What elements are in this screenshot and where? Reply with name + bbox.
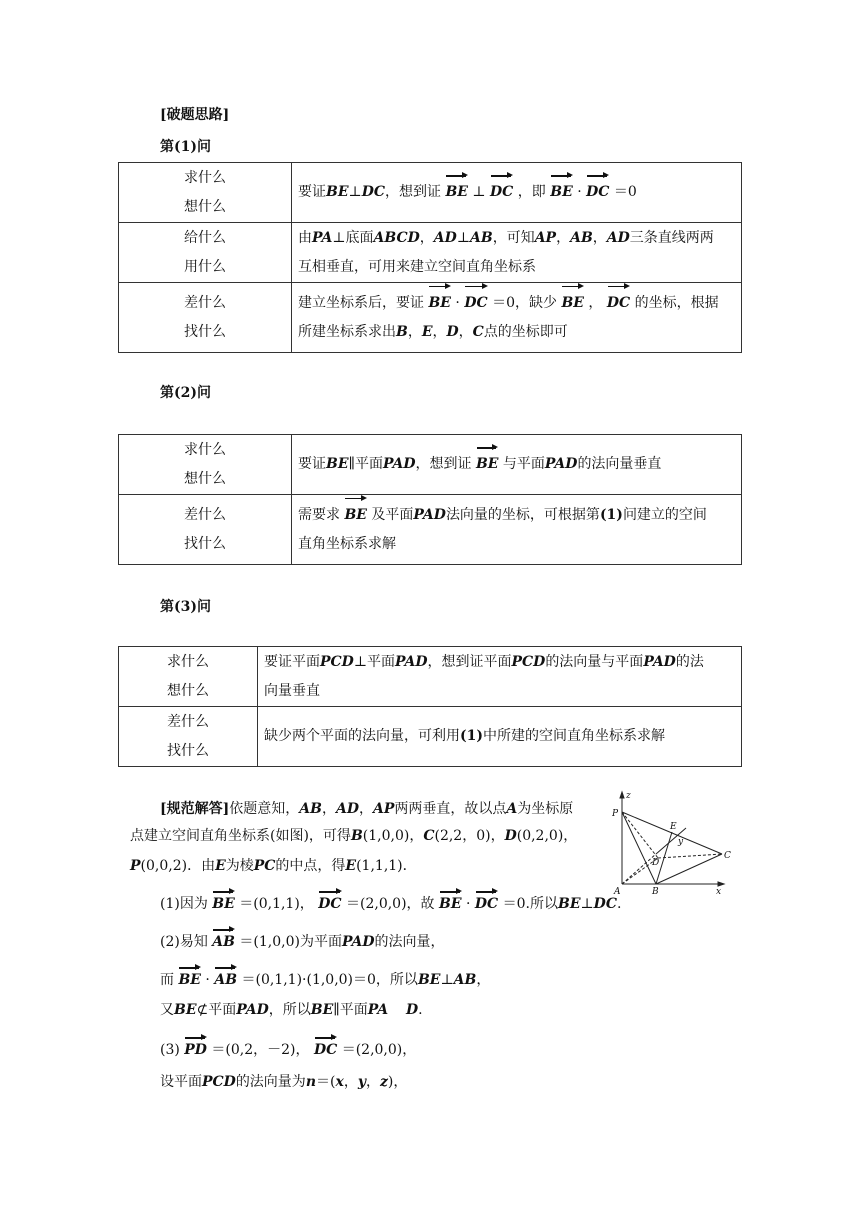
part1-label: 第(1)问 <box>160 139 211 155</box>
label-C: C <box>724 851 731 861</box>
table-row <box>119 435 742 495</box>
row-left-cell <box>119 495 292 565</box>
row-left-line: 求什么 <box>184 169 226 186</box>
row-left-cell <box>119 223 292 283</box>
part3-table <box>118 646 742 767</box>
row-left-cell <box>119 707 258 767</box>
row-left-cell <box>119 647 258 707</box>
part3-label: 第(3)问 <box>160 599 211 615</box>
table-row <box>119 163 742 223</box>
row-left-line: 差什么 <box>167 713 209 730</box>
row-left-line: 找什么 <box>167 742 209 759</box>
solution-step3b: 设平面PCD的法向量为n＝(x，y，z)， <box>160 1074 408 1090</box>
solution-label: [规范解答] <box>160 801 230 817</box>
x-arrow <box>718 882 724 886</box>
solution-intro: [规范解答]依题意知，AB，AD，AP两两垂直，故以点A为坐标原 <box>160 801 574 817</box>
part2-table <box>118 434 742 565</box>
row-right-cell: 要证BE∥平面PAD，想到证 BE 与平面PAD的法向量垂直 <box>292 435 742 495</box>
edge-DC <box>658 854 722 858</box>
solution-step1: (1)因为 BE ＝(0,1,1)， DC ＝(2,0,0)，故 BE · DC ＝0.所以BE⊥DC. <box>160 896 622 912</box>
row-left-line: 差什么 <box>184 294 226 311</box>
solution-step2b: 而 BE · AB ＝(0,1,1)·(1,0,0)＝0，所以BE⊥AB， <box>160 972 491 988</box>
row-right-cell: 缺少两个平面的法向量，可利用(1)中所建的空间直角坐标系求解 <box>258 707 742 767</box>
coordinate-figure <box>612 788 744 900</box>
section-title: [破题思路] <box>160 107 230 123</box>
row-left-line: 想什么 <box>184 198 226 215</box>
label-z: z <box>626 791 631 801</box>
label-A: A <box>614 887 621 897</box>
part2-label: 第(2)问 <box>160 385 211 401</box>
solution-intro-line2: 点建立空间直角坐标系(如图)，可得B(1,0,0)，C(2,2，0)，D(0,2,0)， <box>130 828 578 844</box>
row-left-cell <box>119 283 292 353</box>
row-left-line: 差什么 <box>184 506 226 523</box>
row-left-cell <box>119 435 292 495</box>
row-right-cell: 需要求 BE 及平面PAD法向量的坐标，可根据第(1)问建立的空间 直角坐标系求解 <box>292 495 742 565</box>
row-left-line: 用什么 <box>184 258 226 275</box>
solution-step3a: (3) PD ＝(0,2，－2)， DC ＝(2,0,0)， <box>160 1042 417 1058</box>
row-left-line: 给什么 <box>184 229 226 246</box>
table-row <box>119 707 742 767</box>
row-right-cell: 由PA⊥底面ABCD，AD⊥AB，可知AP，AB，AD三条直线两两 互相垂直，可用来建立空间直角坐标系 <box>292 223 742 283</box>
z-arrow <box>620 792 624 798</box>
table-row <box>119 647 742 707</box>
table-row <box>119 223 742 283</box>
row-left-line: 求什么 <box>184 441 226 458</box>
label-D: D <box>652 858 660 868</box>
row-right-cell: 要证BE⊥DC，想到证 BE ⊥ DC ，即 BE · DC ＝0 <box>292 163 742 223</box>
row-right-cell: 要证平面PCD⊥平面PAD，想到证平面PCD的法向量与平面PAD的法 向量垂直 <box>258 647 742 707</box>
edge-BC <box>656 854 722 884</box>
label-x: x <box>716 887 722 897</box>
row-left-line: 求什么 <box>167 653 209 670</box>
solution-intro-line3: P(0,0,2)．由E为棱PC的中点，得E(1,1,1)． <box>130 858 417 874</box>
label-B: B <box>652 887 659 897</box>
row-left-line: 想什么 <box>184 470 226 487</box>
row-left-line: 想什么 <box>167 682 209 699</box>
label-P: P <box>612 809 619 819</box>
table-row <box>119 495 742 565</box>
edge-PB <box>622 812 656 884</box>
row-left-line: 找什么 <box>184 535 226 552</box>
row-right-cell: 建立坐标系后，要证 BE · DC ＝0，缺少 BE ， DC 的坐标，根据 所建坐标系求出B，E，D，C点的坐标即可 <box>292 283 742 353</box>
table-row <box>119 283 742 353</box>
label-E: E <box>670 822 677 832</box>
label-y: y <box>678 837 684 847</box>
part1-table <box>118 162 742 353</box>
row-left-line: 找什么 <box>184 323 226 340</box>
y-axis-dashed <box>622 854 656 884</box>
row-left-cell <box>119 163 292 223</box>
solution-step2a: (2)易知 AB ＝(1,0,0)为平面PAD的法向量， <box>160 934 445 950</box>
solution-step2c: 又BE⊄平面PAD，所以BE∥平面PA D. <box>160 1002 423 1018</box>
